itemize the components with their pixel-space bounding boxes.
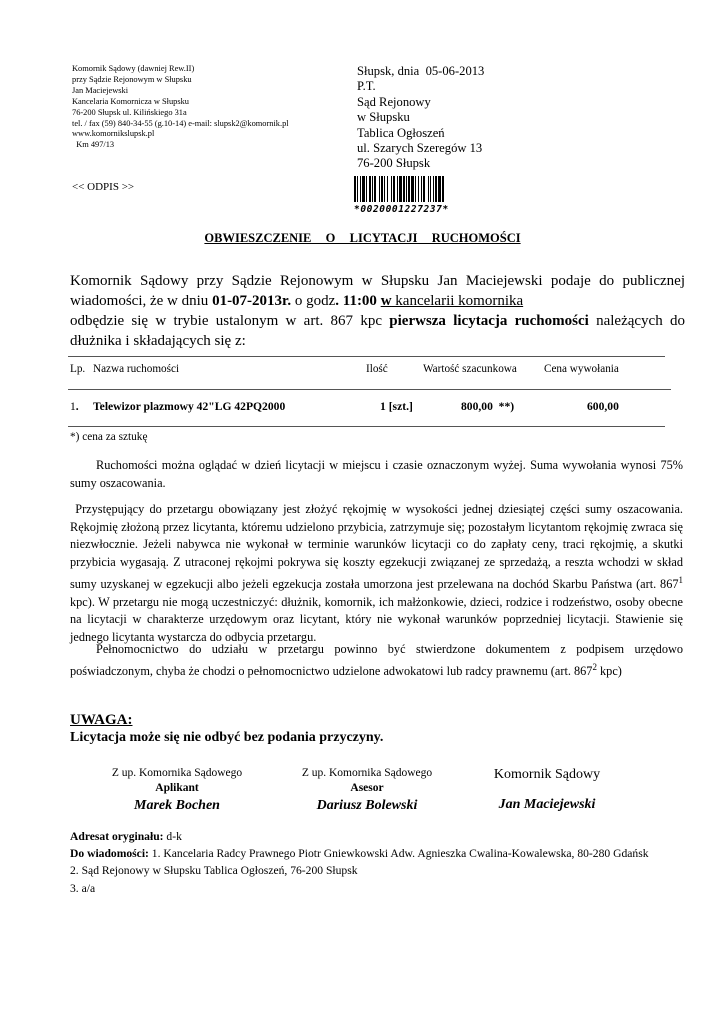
- sender-line: tel. / fax (59) 840-34-55 (g.10-14) e-mail: slupsk2@komornik.pl: [72, 118, 289, 128]
- intro-text: należących do dłużnika i składających się z:: [70, 313, 686, 349]
- auction-place: kancelarii komornika: [391, 293, 524, 309]
- barcode: [354, 176, 484, 215]
- signature-title: Asesor: [350, 782, 384, 794]
- superscript: 1: [678, 574, 683, 585]
- table-row-value: 800,00 **): [461, 400, 515, 413]
- signature-assessor: [272, 766, 462, 816]
- barcode-bar: [408, 176, 410, 202]
- barcode-bar: [362, 176, 365, 202]
- signature-applicant: [82, 766, 272, 816]
- barcode-bar: [415, 176, 416, 202]
- recipient-line: ul. Szarych Szeregów 13: [357, 141, 483, 156]
- row-lp-dot: .: [75, 400, 79, 413]
- auction-type: pierwsza licytacja ruchomości: [389, 313, 589, 329]
- col-header-qty: Ilość: [366, 363, 388, 375]
- deposit-paragraph: [70, 501, 687, 647]
- distribution-list: [70, 828, 649, 897]
- barcode-bar: [366, 176, 367, 202]
- col-header-price: Cena wywołania: [544, 363, 619, 375]
- barcode-bar: [430, 176, 431, 202]
- document-title: OBWIESZCZENIE O LICYTACJI RUCHOMOŚCI: [204, 231, 521, 245]
- intro-text: o godz: [291, 293, 336, 309]
- case-number: Km 497/13: [72, 140, 115, 150]
- signature-role: Komornik Sądowy: [493, 767, 601, 782]
- row-lp: 1: [70, 400, 76, 413]
- sender-line: www.komornikslupsk.pl: [72, 129, 155, 139]
- barcode-bar: [374, 176, 376, 202]
- barcode-bar: [360, 176, 361, 202]
- sender-line: przy Sądzie Rejonowym w Słupsku: [72, 74, 192, 84]
- barcode-bar: [406, 176, 407, 202]
- table-rule: [68, 389, 671, 390]
- col-header-lp: Lp.: [70, 363, 86, 375]
- table-row-lp: [70, 400, 79, 413]
- sender-line: 76-200 Słupsk ul. Kilińskiego 31a: [72, 107, 187, 117]
- barcode-bar: [403, 176, 405, 202]
- barcode-bar: [399, 176, 402, 202]
- barcode-bar: [397, 176, 398, 202]
- signature-name: Dariusz Bolewski: [316, 798, 418, 813]
- table-row-name: Telewizor plazmowy 42"LG 42PQ2000: [93, 400, 286, 413]
- signature-role: Z up. Komornika Sądowego: [301, 767, 433, 779]
- barcode-bar: [393, 176, 395, 202]
- odpis-label: << ODPIS >>: [72, 181, 135, 193]
- barcode-bar: [391, 176, 392, 202]
- barcode-bar: [384, 176, 385, 202]
- barcode-bar: [381, 176, 383, 202]
- uwaga-text: Licytacja może się nie odbyć bez podania przyczyny.: [70, 730, 384, 745]
- footnote: *) cena za sztukę: [70, 431, 148, 443]
- auction-date: 01-07-2013r.: [212, 293, 292, 309]
- col-header-name: Nazwa ruchomości: [93, 363, 180, 375]
- uwaga-label: UWAGA:: [70, 712, 133, 728]
- barcode-bar: [435, 176, 437, 202]
- signature-name: Jan Maciejewski: [498, 797, 596, 812]
- table-row-qty: 1 [szt.]: [380, 400, 413, 413]
- barcode-bar: [421, 176, 422, 202]
- cc-item: 3. a/a: [70, 881, 96, 895]
- cc-label: Do wiadomości:: [70, 847, 149, 861]
- sender-line: Jan Maciejewski: [72, 85, 129, 95]
- barcode-text: *0020001227237*: [354, 204, 449, 215]
- sender-line: Kancelaria Komornicza w Słupsku: [72, 96, 189, 106]
- barcode-bar: [438, 176, 441, 202]
- sender-line: Komornik Sądowy (dawniej Rew.II): [72, 64, 195, 73]
- barcode-bar: [354, 176, 356, 202]
- viewing-paragraph: Ruchomości można oglądać w dzień licytacji w miejscu i czasie oznaczonym wyżej. Suma wywołania wynosi 75% sumy oszacowania.: [70, 458, 683, 490]
- recipient-line: w Słupsku: [357, 110, 410, 125]
- adresat-value: d-k: [163, 830, 182, 843]
- adresat-label: Adresat oryginału:: [70, 830, 164, 843]
- deposit-text: kpc). W przetargu nie mogą uczestniczyć: dłużnik, komornik, ich małżonkowie, dzieci, rodzice i rodzeństwo, osoby obecne na licytacji w charakterze urzędowym oraz licytant, który nie wykonał warunków poprzedniej licytacji. Stawienie się jednego licytanta wystarcza do odbycia przetargu.: [70, 594, 683, 645]
- col-header-value: Wartość szacunkowa: [423, 363, 517, 375]
- signature-name: Marek Bochen: [134, 798, 220, 813]
- place-date: Słupsk, dnia 05-06-2013: [357, 64, 485, 78]
- proxy-text: kpc): [596, 663, 622, 678]
- cc-item: 2. Sąd Rejonowy w Słupsku Tablica Ogłoszeń, 76-200 Słupsk: [70, 864, 358, 878]
- recipient-line: P.T.: [357, 79, 376, 94]
- table-rule: [68, 426, 665, 427]
- barcode-bar: [372, 176, 373, 202]
- barcode-bar: [423, 176, 425, 202]
- signature-title: Aplikant: [155, 782, 199, 794]
- barcode-bars: [354, 176, 484, 202]
- superscript: 2: [592, 661, 597, 672]
- intro-paragraph: [70, 271, 685, 351]
- table-row-price: 600,00: [587, 400, 619, 413]
- cc-item: 1. Kancelaria Radcy Prawnego Piotr Gniewkowski Adw. Agnieszka Cwalina-Kowalewska, 80-280 Gdańsk: [148, 847, 649, 861]
- barcode-bar: [428, 176, 429, 202]
- signature-bailiff: [462, 766, 632, 815]
- barcode-bar: [418, 176, 419, 202]
- sender-block: [72, 64, 289, 151]
- recipient-line: Tablica Ogłoszeń: [357, 125, 445, 140]
- barcode-bar: [411, 176, 414, 202]
- barcode-bar: [433, 176, 434, 202]
- intro-w: w: [380, 293, 392, 309]
- recipient-block: [357, 64, 484, 172]
- deposit-text: Przystępujący do przetargu obowiązany jest złożyć rękojmię w wysokości jednej dziesiątej części sumy oszacowania. Rękojmię złożoną przez licytanta, któremu udzielono przybicia, zatrzymuje się; pozostałym licytantom rękojmię zwraca się niezwłocznie. Jeżeli nabywca nie wykonał w terminie warunków licytacji co do zapłaty ceny, traci rękojmię, a skutki przybicia wygasają. Z utraconej rękojmi pokrywa się koszty egzekucji związanej ze sprzedażą, a reszta wchodzi w skład sumy uzyskanej w egzekucji albo jeżeli egzekucja została umorzona jest przelewana na dochód Skarbu Państwa (art. 867: [70, 502, 687, 591]
- barcode-bar: [442, 176, 444, 202]
- table-rule: [68, 356, 665, 357]
- proxy-paragraph: [70, 641, 683, 681]
- intro-text: Komornik Sądowy przy Sądzie Rejonowym w Słupsku Jan Maciejewski podaje do publicznej wiadomości, że w dniu: [70, 273, 685, 309]
- barcode-bar: [379, 176, 380, 202]
- auction-time: . 11:00: [335, 293, 381, 309]
- proxy-text: Pełnomocnictwo do udziału w przetargu powinno być stwierdzone dokumentem z podpisem urzędowo poświadczonym, chyba że chodzi o pełnomocnictwo udzielone adwokatowi lub radcy prawnemu (art. 867: [70, 642, 683, 678]
- intro-text: odbędzie się w trybie ustalonym w art. 867 kpc: [70, 313, 390, 329]
- barcode-bar: [387, 176, 388, 202]
- barcode-bar: [357, 176, 358, 202]
- barcode-bar: [369, 176, 371, 202]
- recipient-line: Sąd Rejonowy: [357, 94, 431, 109]
- signature-role: Z up. Komornika Sądowego: [111, 767, 243, 779]
- recipient-line: 76-200 Słupsk: [357, 156, 431, 171]
